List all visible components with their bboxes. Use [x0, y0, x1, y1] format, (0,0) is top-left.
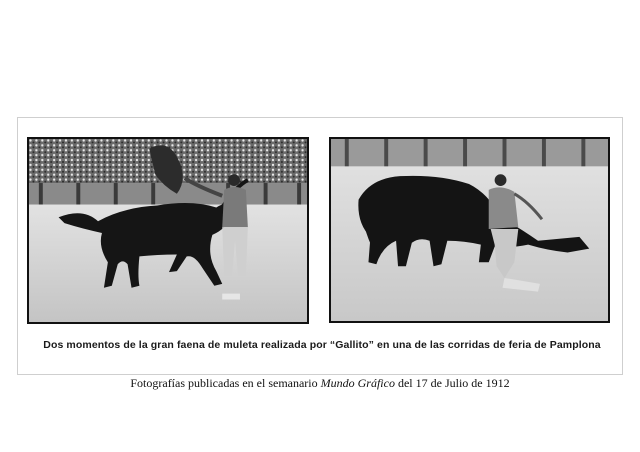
bullfight-photo-right	[329, 137, 610, 323]
publication-note	[0, 376, 640, 391]
magazine-title: Mundo Gráfico	[320, 376, 395, 390]
photo-caption: Dos momentos de la gran faena de muleta realizada por “Gallito” en una de las corridas de feria de Pamplona	[43, 339, 601, 351]
bullfight-photo-left-image	[29, 139, 307, 322]
bullfight-photo-left	[27, 137, 309, 324]
bullfight-photo-right-image	[331, 139, 608, 321]
publication-note-suffix: del 17 de Julio de 1912	[394, 376, 510, 390]
newspaper-clipping	[17, 117, 623, 375]
publication-note-prefix: Fotografías publicadas en el semanario	[130, 376, 321, 390]
